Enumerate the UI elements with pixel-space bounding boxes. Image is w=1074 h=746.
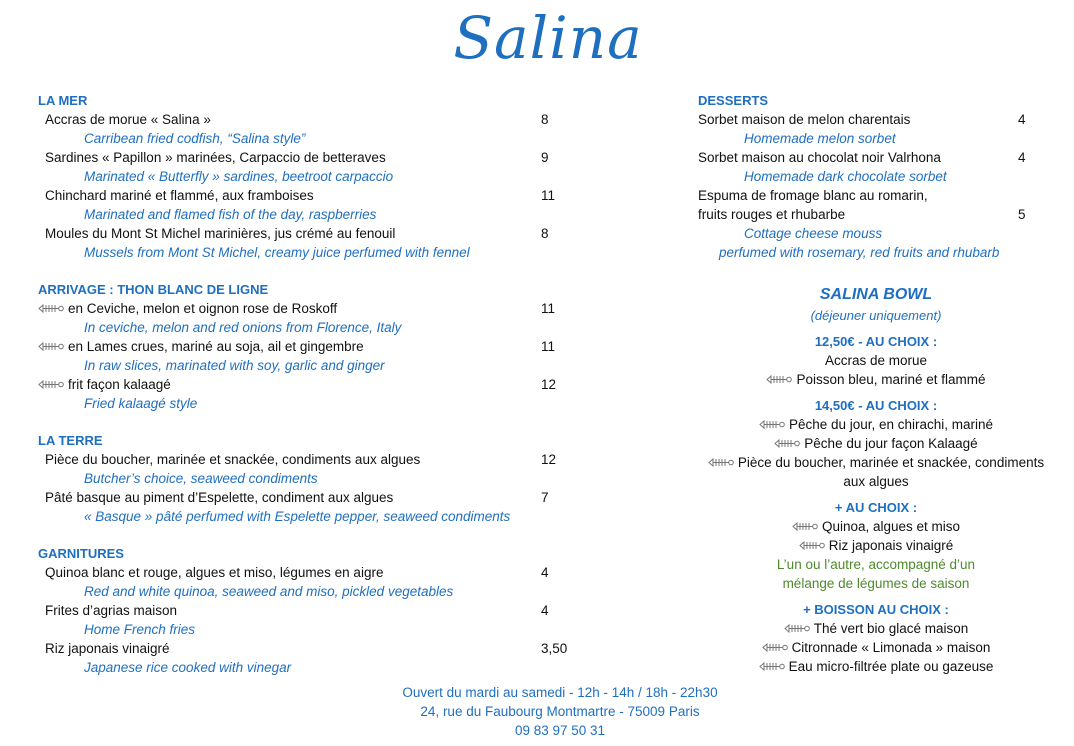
bowl-option: [690, 638, 1062, 657]
item-name-wrap: [38, 337, 364, 356]
fish-bone-icon: [774, 438, 800, 449]
item-name: Moules du Mont St Michel marinières, jus crémé au fenouil: [45, 226, 396, 241]
address: 24, rue du Faubourg Montmartre - 75009 Paris: [420, 704, 700, 719]
section-heading: LA MER: [38, 93, 88, 108]
bowl-option: [690, 415, 1062, 434]
bowl-option: [690, 370, 1062, 389]
item-name: Riz japonais vinaigré: [45, 641, 170, 656]
section-la-mer: [38, 91, 598, 262]
menu-item: [38, 450, 598, 469]
opening-hours: Ouvert du mardi au samedi - 12h - 14h / 18h - 22h30: [402, 685, 718, 700]
menu-item: [698, 110, 1058, 129]
menu-item: [698, 186, 1058, 205]
item-price: 11: [541, 301, 556, 316]
item-translation: Homemade melon sorbet: [744, 131, 896, 146]
bowl-note: mélange de légumes de saison: [782, 576, 970, 591]
fish-bone-icon: [759, 661, 785, 672]
item-translation: Carribean fried codfish, “Salina style”: [84, 131, 306, 146]
item-name: Espuma de fromage blanc au romarin,: [698, 188, 928, 203]
bowl-option-label: Accras de morue: [824, 353, 928, 368]
item-price: 7: [541, 490, 549, 505]
item-name: frit façon kalaagé: [68, 377, 171, 392]
bowl-option-label: Pêche du jour façon Kalaagé: [804, 436, 978, 451]
bowl-note: L’un ou l’autre, accompagné d’un: [776, 557, 976, 572]
item-name: fruits rouges et rhubarbe: [698, 207, 846, 222]
menu-item: [698, 148, 1058, 167]
item-price: 12: [541, 452, 557, 467]
bowl-option: [690, 351, 1062, 370]
bowl-choice-heading: 14,50€ - AU CHOIX :: [814, 398, 938, 413]
item-price: 5: [1018, 207, 1026, 222]
item-name: Quinoa blanc et rouge, algues et miso, légumes en aigre: [45, 565, 384, 580]
fish-bone-icon: [792, 521, 818, 532]
section-arrivage: [38, 280, 598, 413]
fish-bone-icon: [38, 379, 64, 390]
fish-bone-icon: [38, 303, 64, 314]
section-heading: LA TERRE: [38, 433, 103, 448]
bowl-option-label: Thé vert bio glacé maison: [813, 621, 969, 636]
restaurant-title: Salina: [453, 4, 643, 72]
bowl-option-label: Riz japonais vinaigré: [828, 538, 954, 553]
item-translation: Fried kalaagé style: [84, 396, 198, 411]
item-name: Sorbet maison au chocolat noir Valrhona: [698, 150, 941, 165]
bowl-option-label: Eau micro-filtrée plate ou gazeuse: [788, 659, 994, 674]
item-price: 9: [541, 150, 549, 165]
fish-bone-icon: [762, 642, 788, 653]
menu-item: [698, 205, 1058, 224]
item-name: Sardines « Papillon » marinées, Carpaccio de betteraves: [45, 150, 386, 165]
menu-item: [38, 375, 598, 394]
fish-bone-icon: [708, 457, 734, 468]
bowl-option-label: Citronnade « Limonada » maison: [791, 640, 991, 655]
left-column: [38, 91, 598, 695]
item-price: 4: [541, 603, 549, 618]
item-price: 12: [541, 377, 557, 392]
item-translation: In raw slices, marinated with soy, garlic and ginger: [84, 358, 385, 373]
bowl-option: [690, 536, 1062, 555]
bowl-choice-heading: + AU CHOIX :: [834, 500, 918, 515]
item-translation: Mussels from Mont St Michel, creamy juice perfumed with fennel: [84, 245, 470, 260]
bowl-title: SALINA BOWL: [819, 286, 933, 303]
fish-bone-icon: [766, 374, 792, 385]
item-price: 11: [541, 188, 556, 203]
item-translation: Japanese rice cooked with vinegar: [84, 660, 292, 675]
bowl-option: [690, 619, 1062, 638]
bowl-choice-heading: 12,50€ - AU CHOIX :: [814, 334, 938, 349]
item-name: Accras de morue « Salina »: [45, 112, 211, 127]
item-name: Sorbet maison de melon charentais: [698, 112, 911, 127]
section-garnitures: [38, 544, 598, 677]
item-name: Pièce du boucher, marinée et snackée, condiments aux algues: [45, 452, 421, 467]
item-translation: Home French fries: [84, 622, 196, 637]
bowl-option-continuation: aux algues: [843, 474, 909, 489]
item-name-wrap: [38, 375, 171, 394]
item-name: Pâté basque au piment d’Espelette, condiment aux algues: [45, 490, 394, 505]
item-price: 4: [1018, 112, 1026, 127]
bowl-option: [690, 657, 1062, 676]
section-heading: GARNITURES: [38, 546, 124, 561]
item-price: 8: [541, 112, 549, 127]
item-translation: Cottage cheese mouss: [744, 226, 883, 241]
item-name: en Ceviche, melon et oignon rose de Roskoff: [68, 301, 338, 316]
bowl-option-label: Quinoa, algues et miso: [821, 519, 961, 534]
item-translation: Marinated and flamed fish of the day, raspberries: [84, 207, 377, 222]
menu-item: [38, 224, 598, 243]
bowl-option: [690, 517, 1062, 536]
menu-item: [38, 299, 598, 318]
desserts-section: [698, 91, 1058, 262]
item-translation: Red and white quinoa, seaweed and miso, pickled vegetables: [84, 584, 454, 599]
item-translation: In ceviche, melon and red onions from Florence, Italy: [84, 320, 402, 335]
fish-bone-icon: [799, 540, 825, 551]
bowl-option-label: Poisson bleu, mariné et flammé: [796, 372, 986, 387]
menu-item: [38, 148, 598, 167]
section-la-terre: [38, 431, 598, 526]
item-price: 8: [541, 226, 549, 241]
bowl-choice-heading: + BOISSON AU CHOIX :: [803, 602, 949, 617]
section-heading: ARRIVAGE : THON BLANC DE LIGNE: [38, 282, 269, 297]
bowl-option-label: Pêche du jour, en chirachi, mariné: [788, 417, 994, 432]
bowl-option: [690, 453, 1062, 472]
item-name-wrap: [38, 299, 337, 318]
menu-item: [38, 110, 598, 129]
bowl-option: [690, 434, 1062, 453]
menu-item: [38, 563, 598, 582]
item-translation: perfumed with rosemary, red fruits and rhubarb: [719, 245, 1000, 260]
footer: [260, 683, 860, 740]
bowl-option-label: Pièce du boucher, marinée et snackée, condiments: [737, 455, 1045, 470]
section-heading: DESSERTS: [698, 93, 769, 108]
menu-item: [38, 639, 598, 658]
phone-number: 09 83 97 50 31: [514, 723, 606, 738]
item-price: 4: [1018, 150, 1026, 165]
item-price: 4: [541, 565, 549, 580]
item-name: Frites d’agrias maison: [45, 603, 178, 618]
menu-item: [38, 186, 598, 205]
item-price: 11: [541, 339, 556, 354]
salina-bowl: [690, 284, 1062, 676]
fish-bone-icon: [759, 419, 785, 430]
menu-item: [38, 337, 598, 356]
item-name: Chinchard mariné et flammé, aux framboises: [45, 188, 314, 203]
bowl-subtitle: (déjeuner uniquement): [810, 308, 942, 323]
item-translation: Butcher’s choice, seaweed condiments: [84, 471, 318, 486]
menu-item: [38, 601, 598, 620]
fish-bone-icon: [784, 623, 810, 634]
menu-item: [38, 488, 598, 507]
item-translation: Marinated « Butterfly » sardines, beetroot carpaccio: [84, 169, 394, 184]
item-price: 3,50: [541, 641, 568, 656]
fish-bone-icon: [38, 341, 64, 352]
item-translation: « Basque » pâté perfumed with Espelette pepper, seaweed condiments: [84, 509, 511, 524]
item-translation: Homemade dark chocolate sorbet: [744, 169, 947, 184]
item-name: en Lames crues, mariné au soja, ail et gingembre: [68, 339, 364, 354]
